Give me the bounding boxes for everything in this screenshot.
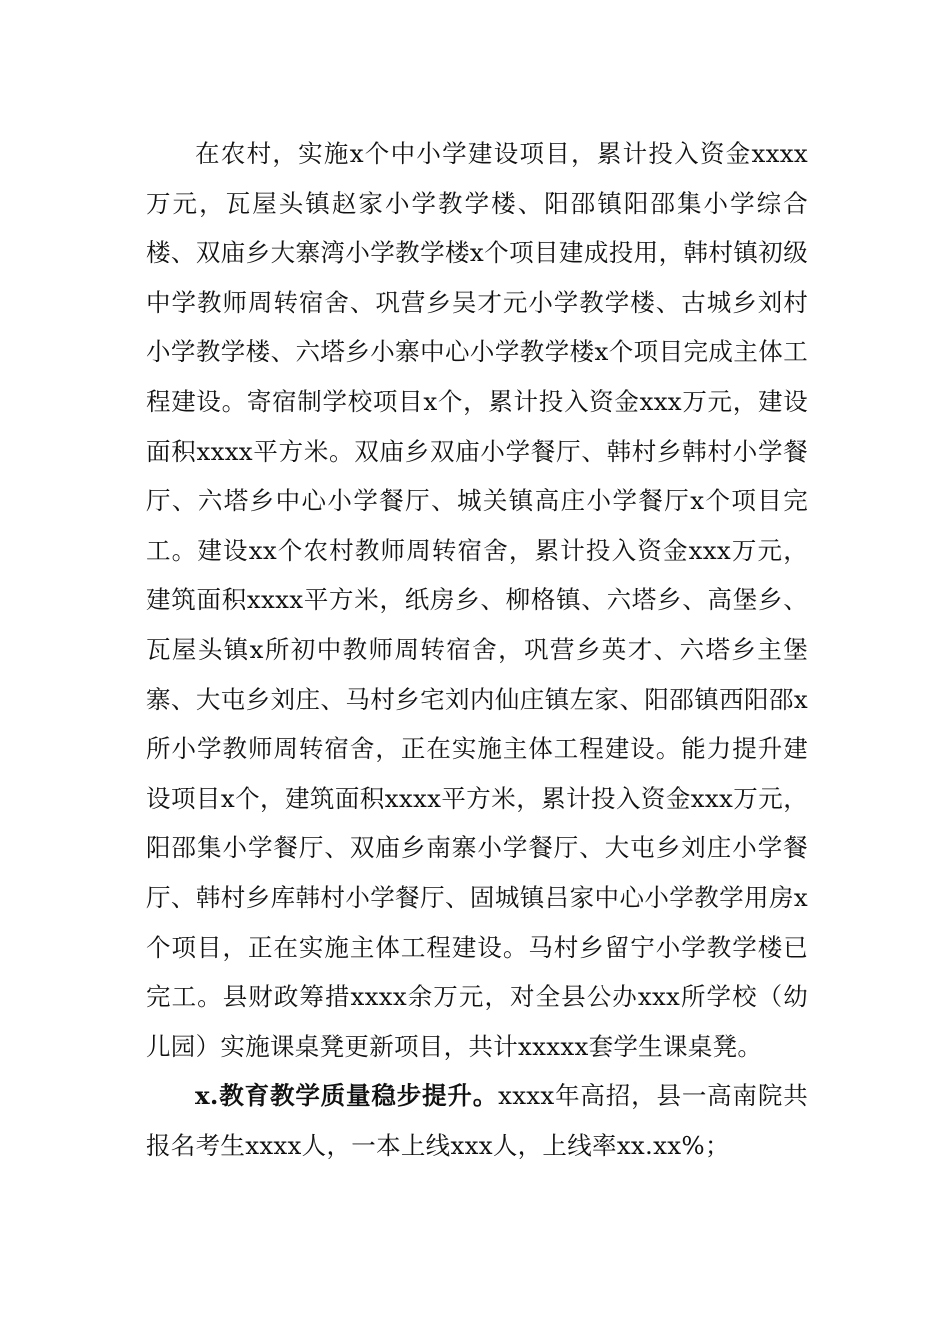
document-body (146, 129, 808, 1170)
paragraph-heading: x.教育教学质量稳步提升。 (195, 1081, 499, 1111)
paragraph-rural-construction (146, 129, 808, 1071)
paragraph-text: xxxx年高招，县一高南院共报名考生xxxx人，一本上线xxx人，上线率xx.xx%； (146, 1081, 808, 1160)
paragraph-education-quality (146, 1071, 808, 1170)
paragraph-text: 在农村，实施x个中小学建设项目，累计投入资金xxxx万元，瓦屋头镇赵家小学教学楼、阳邵镇阳邵集小学综合楼、双庙乡大寨湾小学教学楼x个项目建成投用，韩村镇初级中学教师周转宿舍、巩营乡吴才元小学教学楼、古城乡刘村小学教学楼、六塔乡小寨中心小学教学楼x个项目完成主体工程建设。寄宿制学校项目x个，累计投入资金xxx万元，建设面积xxxx平方米。双庙乡双庙小学餐厅、韩村乡韩村小学餐厅、六塔乡中心小学餐厅、城关镇高庄小学餐厅x个项目完工。建设xx个农村教师周转宿舍，累计投入资金xxx万元，建筑面积xxxx平方米，纸房乡、柳格镇、六塔乡、高堡乡、瓦屋头镇x所初中教师周转宿舍，巩营乡英才、六塔乡主堡寨、大屯乡刘庄、马村乡宅刘内仙庄镇左家、阳邵镇西阳邵x所小学教师周转宿舍，正在实施主体工程建设。能力提升建设项目x个，建筑面积xxxx平方米，累计投入资金xxx万元，阳邵集小学餐厅、双庙乡南寨小学餐厅、大屯乡刘庄小学餐厅、韩村乡库韩村小学餐厅、固城镇吕家中心小学教学用房x个项目，正在实施主体工程建设。马村乡留宁小学教学楼已完工。县财政筹措xxxx余万元，对全县公办xxx所学校（幼儿园）实施课桌凳更新项目，共计xxxxx套学生课桌凳。 (146, 139, 808, 1061)
